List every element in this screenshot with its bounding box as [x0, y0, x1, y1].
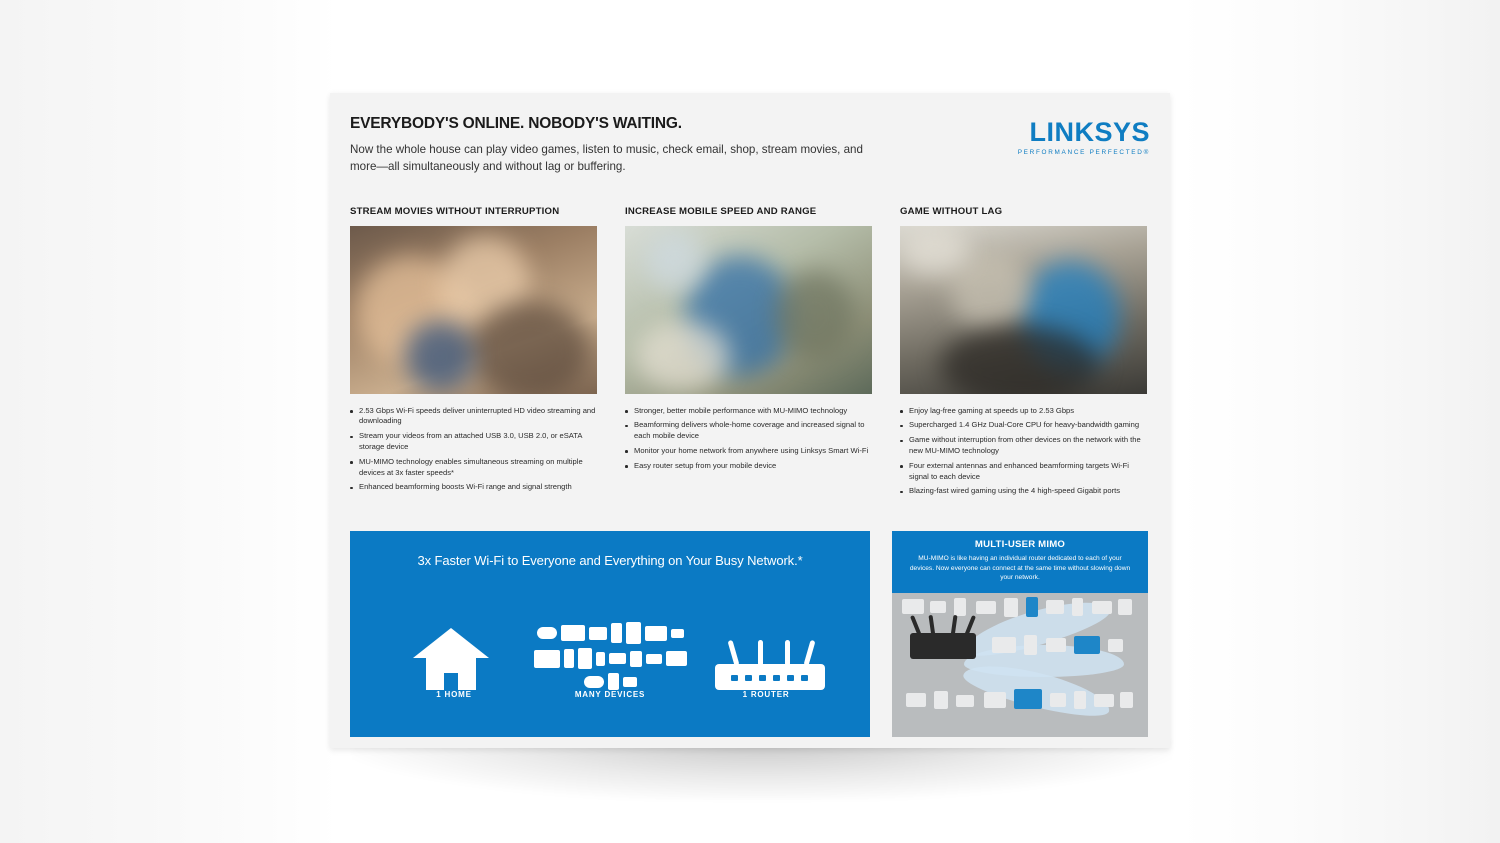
feature-bullet-list — [900, 406, 1147, 497]
feature-title: STREAM MOVIES WITHOUT INTERRUPTION — [350, 205, 560, 217]
list-item: Blazing-fast wired gaming using the 4 high-speed Gigabit ports — [900, 486, 1147, 497]
feature-title: INCREASE MOBILE SPEED AND RANGE — [625, 205, 817, 217]
network-diagram-panel — [350, 531, 870, 737]
page-title: EVERYBODY'S ONLINE. NOBODY'S WAITING. — [350, 115, 682, 132]
sheet-header — [350, 115, 1150, 176]
network-icon-row — [350, 568, 870, 690]
mu-mimo-title: MULTI-USER MIMO — [974, 539, 1066, 551]
page-subtitle: Now the whole house can play video games, listen to music, check email, shop, stream movies, and more—all simultaneously and without lag or buffering. — [350, 143, 863, 173]
list-item: MU-MIMO technology enables simultaneous streaming on multiple devices at 3x faster speeds* — [350, 457, 597, 479]
feature-column-gaming — [900, 206, 1147, 501]
list-item: Stronger, better mobile performance with MU-MIMO technology — [625, 406, 872, 417]
network-caption-row — [350, 690, 870, 699]
network-panel-title: 3x Faster Wi-Fi to Everyone and Everything on Your Busy Network.* — [417, 553, 803, 569]
list-item: 2.53 Gbps Wi-Fi speeds deliver uninterrupted HD video streaming and downloading — [350, 406, 597, 428]
list-item: Game without interruption from other devices on the network with the new MU-MIMO technology — [900, 435, 1147, 457]
feature-photo-gaming — [900, 226, 1147, 394]
caption-router: 1 ROUTER — [742, 690, 790, 700]
mu-mimo-router-icon — [910, 633, 976, 659]
product-info-sheet — [330, 93, 1170, 748]
caption-devices: MANY DEVICES — [574, 690, 646, 700]
feature-columns — [350, 206, 1150, 501]
feature-title: GAME WITHOUT LAG — [900, 205, 1003, 217]
mu-mimo-illustration — [892, 593, 1148, 729]
list-item: Monitor your home network from anywhere using Linksys Smart Wi-Fi — [625, 446, 872, 457]
feature-photo-streaming — [350, 226, 597, 394]
feature-photo-mobile — [625, 226, 872, 394]
feature-column-mobile — [625, 206, 872, 501]
caption-home: 1 HOME — [436, 690, 472, 700]
background-right-gradient — [1180, 0, 1500, 843]
list-item: Enjoy lag-free gaming at speeds up to 2.53 Gbps — [900, 406, 1147, 417]
feature-column-stream — [350, 206, 597, 501]
list-item: Beamforming delivers whole-home coverage and increased signal to each mobile device — [625, 420, 872, 442]
logo-tagline: PERFORMANCE PERFECTED® — [1017, 149, 1150, 156]
list-item: Stream your videos from an attached USB 3.0, USB 2.0, or eSATA storage device — [350, 431, 597, 453]
mu-mimo-header — [892, 531, 1148, 593]
list-item: Enhanced beamforming boosts Wi-Fi range and signal strength — [350, 482, 597, 493]
router-icon — [715, 628, 825, 690]
background-left-gradient — [0, 0, 340, 843]
mu-mimo-body: MU-MIMO is like having an individual router dedicated to each of your devices. Now everyone can connect at the same time without slowing down your network. — [909, 555, 1131, 582]
list-item: Supercharged 1.4 GHz Dual-Core CPU for heavy-bandwidth gaming — [900, 420, 1147, 431]
header-text-block — [350, 115, 870, 176]
list-item: Four external antennas and enhanced beamforming targets Wi-Fi signal to each device — [900, 461, 1147, 483]
list-item: Easy router setup from your mobile device — [625, 461, 872, 472]
sheet-drop-shadow — [352, 740, 1172, 800]
bottom-panels — [350, 531, 1150, 737]
device-cluster-icon — [525, 622, 695, 690]
mu-mimo-panel — [892, 531, 1148, 737]
feature-bullet-list — [350, 406, 597, 493]
feature-bullet-list — [625, 406, 872, 472]
house-icon — [413, 628, 489, 690]
logo-wordmark: LINKSYS — [1029, 117, 1150, 147]
linksys-logo — [1018, 115, 1150, 156]
